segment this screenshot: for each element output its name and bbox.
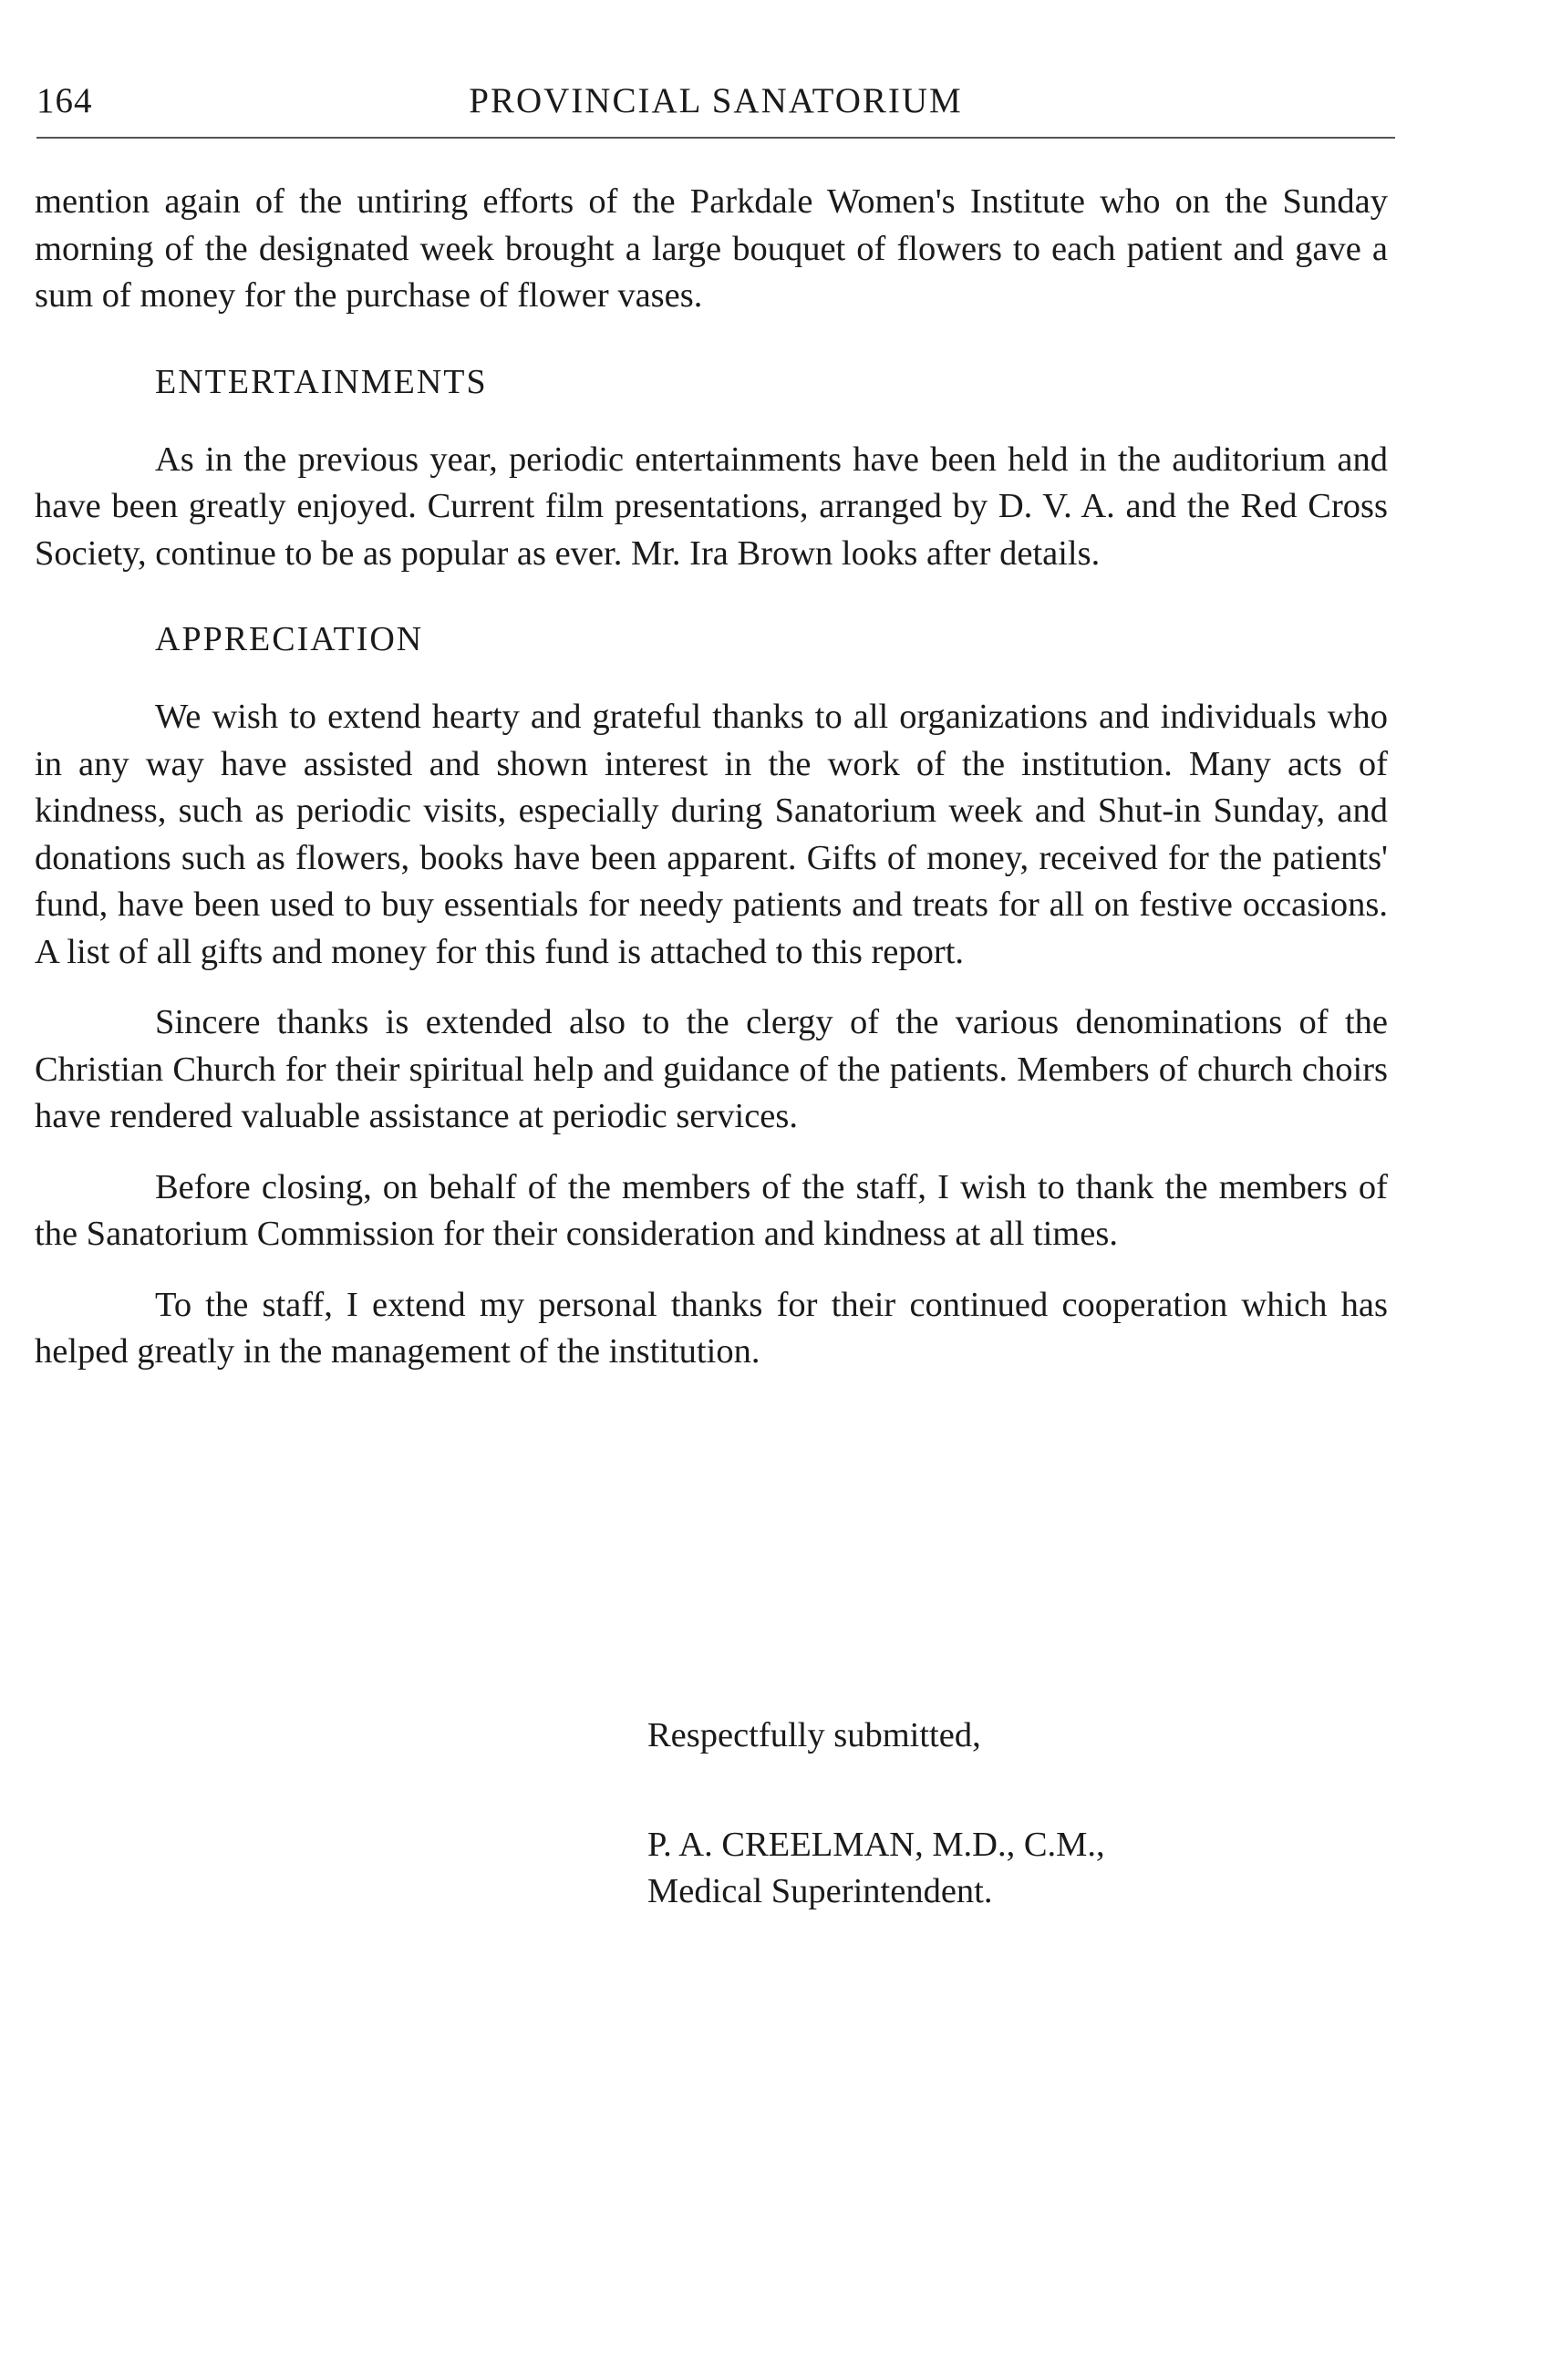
paragraph-appreciation-4: To the staff, I extend my personal thanks for their continued cooperation which has helped greatly in the management of the institution. [35, 1285, 1388, 1371]
closing-block [647, 1713, 1105, 1916]
signatory-name: P. A. CREELMAN, M.D., C.M., [647, 1825, 1105, 1864]
paragraph-appreciation-2: Sincere thanks is extended also to the clergy of the various denominations of the Christian Church for their spiritual help and guidance of the patients. Members of church choirs have rendered valuable assistance at periodic services. [35, 1003, 1388, 1135]
paragraph-appreciation-1: We wish to extend hearty and grateful thanks to all organizations and individuals who in any way have assisted and shown interest in the work of the institution. Many acts of kindness, such as periodic visits, especially during Sanatorium week and Shut-in Sunday, and donations such as flowers, books have been apparent. Gifts of money, received for the patients' fund, have been used to buy essentials for needy patients and treats for all on festive occasions. A list of all gifts and money for this fund is attached to this report. [35, 698, 1388, 971]
section-heading-appreciation: APPRECIATION [155, 620, 424, 658]
body-text [35, 179, 1388, 1376]
running-title: PROVINCIAL SANATORIUM [469, 81, 963, 120]
running-head [36, 80, 1395, 128]
paragraph-intro: mention again of the untiring efforts of the Parkdale Women's Institute who on the Sunday morning of the designated week brought a large bouquet of flowers to each patient and gave a sum of money for the purchase of flower vases. [35, 182, 1388, 315]
header-rule [36, 137, 1395, 139]
section-heading-entertainments: ENTERTAINMENTS [155, 362, 488, 401]
page-number: 164 [36, 81, 93, 120]
valediction: Respectfully submitted, [647, 1716, 981, 1754]
signatory-title: Medical Superintendent. [647, 1872, 993, 1910]
paragraph-appreciation-3: Before closing, on behalf of the members of the staff, I wish to thank the members of the Sanatorium Commission for their consideration and kindness at all times. [35, 1167, 1388, 1253]
paragraph-entertainments: As in the previous year, periodic entertainments have been held in the auditorium and have been greatly enjoyed. Current film presentations, arranged by D. V. A. and the Red Cross Society, continue to be as popular as ever. Mr. Ira Brown looks after details. [35, 440, 1388, 573]
